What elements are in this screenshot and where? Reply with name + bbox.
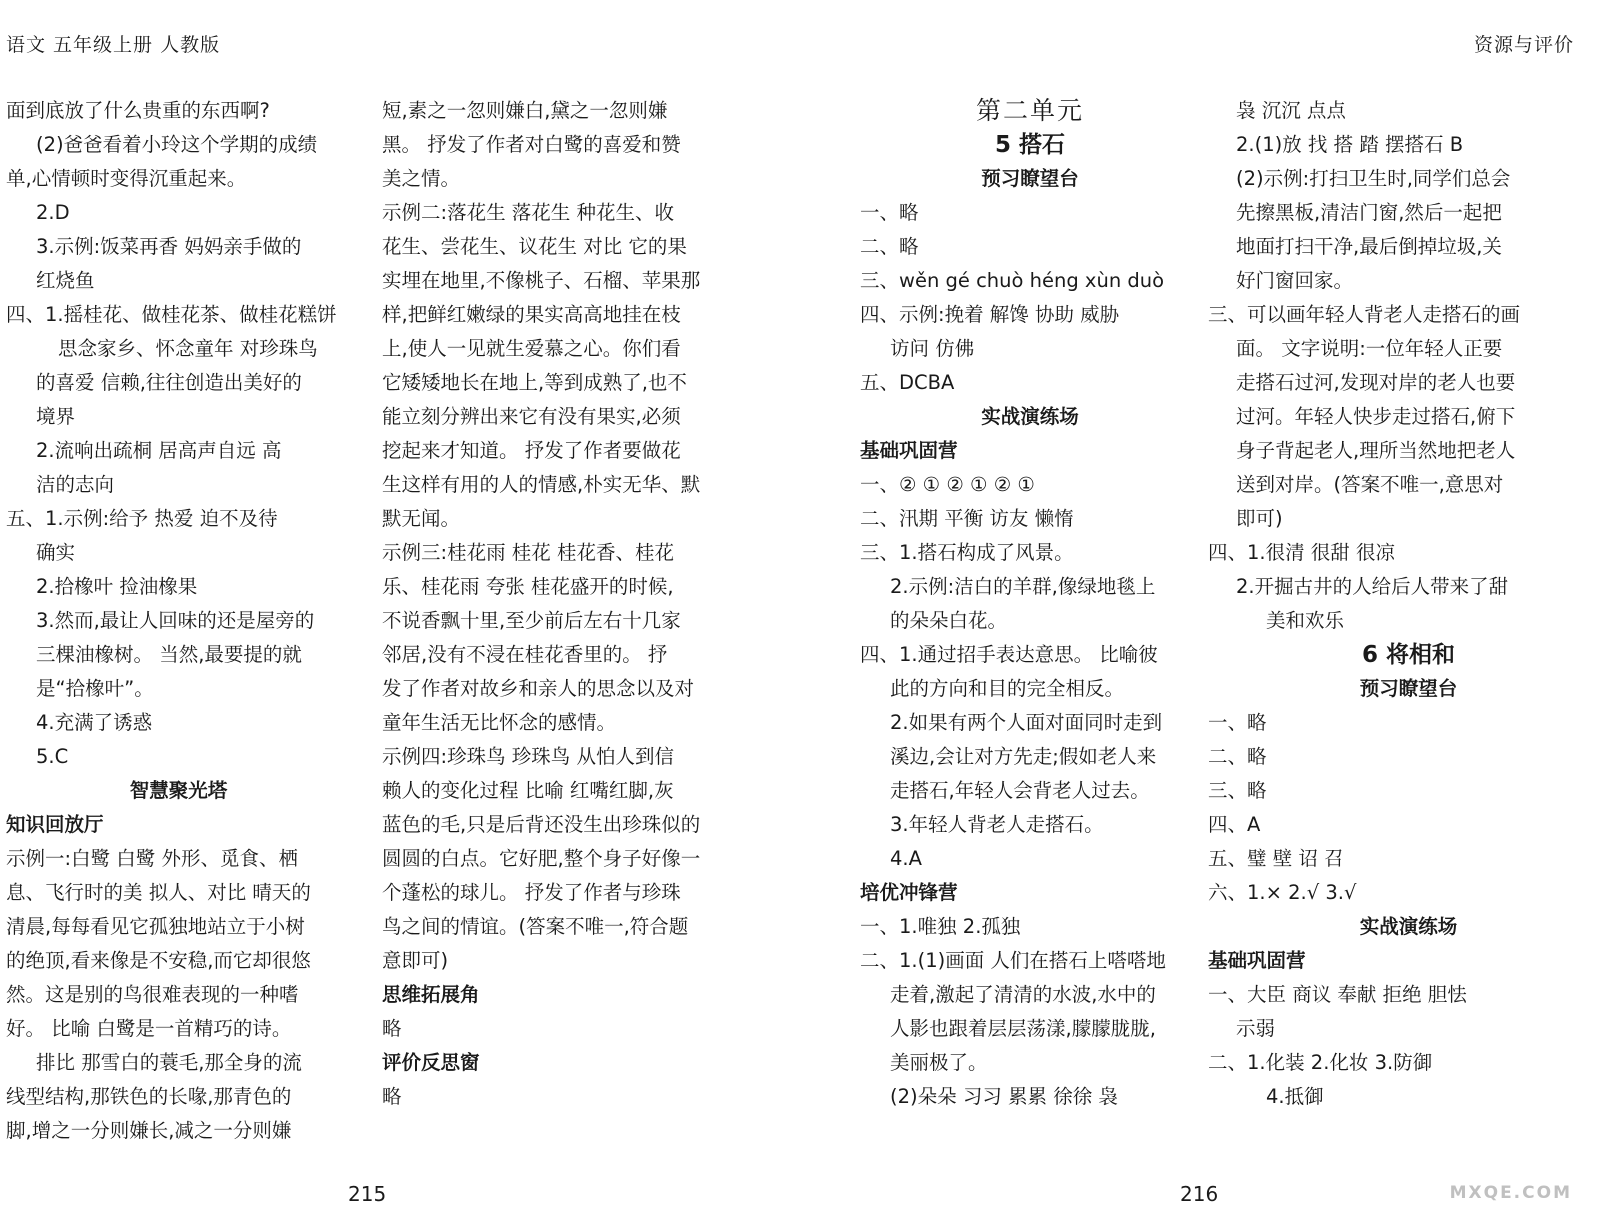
text-line: 3.示例:饭菜再香 妈妈亲手做的 [36, 235, 302, 258]
text-line: 五、DCBA [860, 371, 955, 394]
text-line: 蓝色的毛,只是后背还没生出珍珠似的 [382, 813, 701, 836]
text-line: 略 [382, 1085, 402, 1108]
text-line: 好。 比喻 白鹭是一首精巧的诗。 [6, 1017, 292, 1040]
text-line: 过河。年轻人快步走过搭石,俯下 [1236, 405, 1516, 428]
text-line: 4.充满了诱惑 [36, 711, 153, 734]
text-line: 三、wěn gé chuò héng xùn duò [860, 269, 1165, 292]
text-line: 上,使人一见就生爱慕之心。你们看 [382, 337, 681, 360]
text-line: 花生、尝花生、议花生 对比 它的果 [382, 235, 687, 258]
text-line: 五、璧 壁 诏 召 [1208, 847, 1344, 870]
text-line: 清晨,每每看见它孤独地站立于小树 [6, 915, 305, 938]
text-line: 不说香飘十里,至少前后左右十几家 [382, 609, 681, 632]
text-line: 2.(1)放 找 搭 踏 摆搭石 B [1236, 133, 1464, 156]
header-left: 语文 五年级上册 人教版 [6, 34, 221, 56]
text-line: (2)朵朵 习习 累累 徐徐 袅 [890, 1085, 1118, 1108]
text-line: 乐、桂花雨 夸张 桂花盛开的时候, [382, 575, 674, 598]
text-line: 2.D [36, 201, 70, 224]
text-line: 一、② ① ② ① ② ① [860, 473, 1035, 496]
text-line: 2.流响出疏桐 居高声自远 高 [36, 439, 282, 462]
text-line: 三棵油橡树。 当然,最要提的就 [36, 643, 302, 666]
text-line: 预习瞭望台 [981, 167, 1079, 190]
text-line: 5 搭石 [994, 132, 1065, 158]
text-line: 访问 仿佛 [890, 337, 975, 360]
column-2 [382, 94, 727, 1114]
text-line: 的喜爱 信赖,往往创造出美好的 [36, 371, 302, 394]
text-line: 一、1.唯独 2.孤独 [860, 915, 1021, 938]
text-line: 意即可) [382, 949, 449, 972]
text-line: 黑。 抒发了作者对白鹭的喜爱和赞 [382, 133, 681, 156]
text-line: 美之情。 [382, 167, 461, 190]
text-line: 二、略 [860, 235, 919, 258]
text-line: 童年生活无比怀念的感情。 [382, 711, 617, 734]
text-line: 此的方向和目的完全相反。 [890, 677, 1125, 700]
text-line: 人影也跟着层层荡漾,朦朦胧胧, [890, 1017, 1156, 1040]
text-line: 知识回放厅 [6, 813, 104, 836]
text-line: 示例一:白鹭 白鹭 外形、觅食、栖 [6, 847, 298, 870]
header-right: 资源与评价 [1473, 34, 1574, 56]
text-line: 实战演练场 [1359, 915, 1458, 938]
text-line: 四、1.通过招手表达意思。 比喻彼 [860, 643, 1158, 666]
text-line: 先擦黑板,清洁门窗,然后一起把 [1236, 201, 1502, 224]
text-line: 默无闻。 [382, 507, 461, 530]
text-line: 是“拾橡叶”。 [36, 677, 154, 700]
column-4 [1208, 94, 1581, 1114]
text-line: 排比 那雪白的蓑毛,那全身的流 [36, 1051, 302, 1074]
text-line: 线型结构,那铁色的长喙,那青色的 [6, 1085, 292, 1108]
text-line: 示弱 [1236, 1017, 1276, 1040]
text-line: 赖人的变化过程 比喻 红嘴红脚,灰 [382, 779, 674, 802]
text-line: 实埋在地里,不像桃子、石榴、苹果那 [382, 269, 701, 292]
text-line: 短,素之一忽则嫌白,黛之一忽则嫌 [382, 99, 668, 122]
text-line: 四、1.很清 很甜 很凉 [1208, 541, 1396, 564]
text-line: 2.如果有两个人面对面同时走到 [890, 711, 1163, 734]
text-line: 发了作者对故乡和亲人的思念以及对 [382, 677, 695, 700]
text-line: 基础巩固营 [1208, 949, 1306, 972]
text-line: 培优冲锋营 [860, 881, 958, 904]
text-line: 预习瞭望台 [1359, 677, 1458, 700]
text-line: 能立刻分辨出来它有没有果实,必须 [382, 405, 681, 428]
column-1 [6, 94, 351, 1148]
text-line: 智慧聚光塔 [129, 779, 228, 802]
text-line: 五、1.示例:给予 热爱 迫不及待 [6, 507, 278, 530]
text-line: 面到底放了什么贵重的东西啊? [6, 99, 270, 122]
text-line: 一、大臣 商议 奉献 拒绝 胆怯 [1208, 983, 1467, 1006]
text-line: 二、略 [1208, 745, 1267, 768]
text-line: 圆圆的白点。它好肥,整个身子好像一 [382, 847, 701, 870]
text-line: (2)示例:打扫卫生时,同学们总会 [1236, 167, 1511, 190]
text-line: 红烧鱼 [36, 269, 95, 292]
text-line: 的绝顶,看来像是不安稳,而它却很悠 [6, 949, 311, 972]
text-line: 然。这是别的鸟很难表现的一种嗜 [6, 983, 299, 1006]
text-line: 的朵朵白花。 [890, 609, 1008, 632]
text-line: 样,把鲜红嫩绿的果实高高地挂在枝 [382, 303, 681, 326]
text-line: 三、可以画年轻人背老人走搭石的画 [1208, 303, 1521, 326]
text-line: 面。 文字说明:一位年轻人正要 [1236, 337, 1503, 360]
text-line: 六、1.× 2.√ 3.√ [1208, 881, 1357, 904]
text-line: 3.年轻人背老人走搭石。 [890, 813, 1104, 836]
text-line: 四、1.摇桂花、做桂花茶、做桂花糕饼 [6, 303, 337, 326]
text-line: 实战演练场 [981, 405, 1079, 428]
text-line: 地面打扫干净,最后倒掉垃圾,关 [1236, 235, 1502, 258]
text-line: 一、略 [860, 201, 919, 224]
text-line: 略 [382, 1017, 402, 1040]
text-line: 第二单元 [975, 96, 1084, 125]
text-line: 示例三:桂花雨 桂花 桂花香、桂花 [382, 541, 674, 564]
text-line: 挖起来才知道。 抒发了作者要做花 [382, 439, 681, 462]
text-line: 鸟之间的情谊。(答案不唯一,符合题 [382, 915, 689, 938]
text-line: 6 将相和 [1361, 642, 1455, 668]
text-line: 3.然而,最让人回味的还是屋旁的 [36, 609, 315, 632]
text-line: 脚,增之一分则嫌长,减之一分则嫌 [6, 1119, 292, 1142]
watermark: MXQE.COM [1449, 1183, 1572, 1203]
text-line: 评价反思窗 [382, 1051, 480, 1074]
text-line: 四、A [1208, 813, 1261, 836]
text-line: 送到对岸。(答案不唯一,意思对 [1236, 473, 1504, 496]
text-line: 三、1.搭石构成了风景。 [860, 541, 1074, 564]
text-line: 身子背起老人,理所当然地把老人 [1236, 439, 1516, 462]
text-line: 2.示例:洁白的羊群,像绿地毯上 [890, 575, 1156, 598]
page-number-left: 215 [348, 1182, 387, 1206]
column-3 [860, 94, 1200, 1114]
text-line: 思维拓展角 [382, 983, 480, 1006]
text-line: 思念家乡、怀念童年 对珍珠鸟 [58, 337, 318, 360]
text-line: 美和欢乐 [1266, 609, 1345, 632]
text-line: 2.拾橡叶 捡油橡果 [36, 575, 198, 598]
text-line: 个蓬松的球儿。 抒发了作者与珍珠 [382, 881, 681, 904]
text-line: 5.C [36, 745, 69, 768]
text-line: 二、汛期 平衡 访友 懒惰 [860, 507, 1074, 530]
text-line: 美丽极了。 [890, 1051, 988, 1074]
text-line: 四、示例:挽着 解馋 协助 威胁 [860, 303, 1120, 326]
text-line: 邻居,没有不浸在桂花香里的。 抒 [382, 643, 668, 666]
text-line: 袅 沉沉 点点 [1236, 99, 1346, 122]
text-line: 走搭石过河,发现对岸的老人也要 [1236, 371, 1516, 394]
text-line: 确实 [36, 541, 76, 564]
text-line: 基础巩固营 [860, 439, 958, 462]
text-line: (2)爸爸看着小玲这个学期的成绩 [36, 133, 318, 156]
text-line: 三、略 [1208, 779, 1267, 802]
text-line: 息、飞行时的美 拟人、对比 晴天的 [6, 881, 311, 904]
text-line: 境界 [36, 405, 76, 428]
text-line: 单,心情顿时变得沉重起来。 [6, 167, 247, 190]
text-line: 二、1.(1)画面 人们在搭石上嗒嗒地 [860, 949, 1166, 972]
text-line: 它矮矮地长在地上,等到成熟了,也不 [382, 371, 687, 394]
text-line: 4.抵御 [1266, 1085, 1324, 1108]
text-line: 好门窗回家。 [1236, 269, 1354, 292]
text-line: 溪边,会让对方先走;假如老人来 [890, 745, 1157, 768]
page-number-right: 216 [1180, 1182, 1219, 1206]
text-line: 2.开掘古井的人给后人带来了甜 [1236, 575, 1509, 598]
text-line: 示例二:落花生 落花生 种花生、收 [382, 201, 674, 224]
text-line: 走着,激起了清清的水波,水中的 [890, 983, 1156, 1006]
text-line: 4.A [890, 847, 922, 870]
text-line: 洁的志向 [36, 473, 115, 496]
text-line: 走搭石,年轻人会背老人过去。 [890, 779, 1150, 802]
text-line: 示例四:珍珠鸟 珍珠鸟 从怕人到信 [382, 745, 674, 768]
text-line: 生这样有用的人的情感,朴实无华、默 [382, 473, 701, 496]
text-line: 即可) [1236, 507, 1283, 530]
text-line: 二、1.化装 2.化妆 3.防御 [1208, 1051, 1433, 1074]
text-line: 一、略 [1208, 711, 1267, 734]
